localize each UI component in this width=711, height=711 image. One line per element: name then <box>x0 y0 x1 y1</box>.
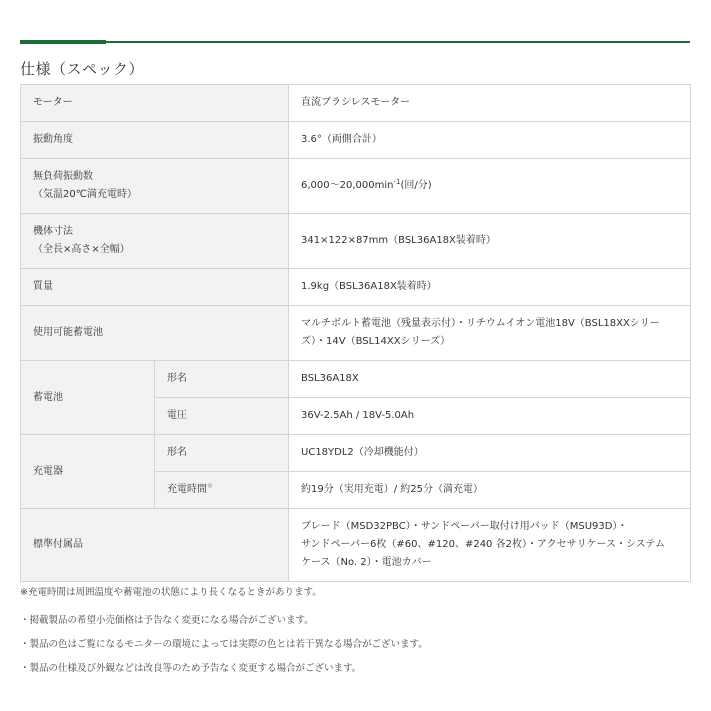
row-value: 直流ブラシレスモーター <box>289 85 691 122</box>
notice-item: ・製品の仕様及び外観などは改良等のため予告なく変更する場合がございます。 <box>20 663 362 674</box>
footnote-mark: ※ <box>207 482 213 490</box>
row-value-line: マルチボルト蓄電池（残量表示付）・リチウムイオン電池18V（BSL18XXシリー <box>301 318 660 329</box>
row-label: 使用可能蓄電池 <box>21 306 289 361</box>
row-label-line: （気温20℃満充電時） <box>33 189 137 200</box>
table-row-accessories <box>21 509 691 582</box>
row-value: UC18YDL2（冷却機能付） <box>289 435 691 472</box>
row-value-line: ケース（No. 2）・電池カバー <box>301 557 432 568</box>
table-row-charger-model <box>21 435 691 472</box>
row-label: 蓄電池 <box>21 361 155 435</box>
notice-item: ・製品の色はご覧になるモニターの環境によっては実際の色とは若干異なる場合がございます。 <box>20 639 428 650</box>
sub-label: 電圧 <box>155 398 289 435</box>
row-label <box>21 214 289 269</box>
row-label: 振動角度 <box>21 122 289 159</box>
row-value-line: サンドペーパー6枚（#60、#120、#240 各2枚）・アクセサリケース・システム <box>301 539 665 550</box>
sub-label: 形名 <box>155 361 289 398</box>
row-value <box>289 159 691 214</box>
row-value: 1.9kg（BSL36A18X装着時） <box>289 269 691 306</box>
table-row-motor <box>21 85 691 122</box>
row-label: 標準付属品 <box>21 509 289 582</box>
sub-label: 形名 <box>155 435 289 472</box>
speed-exponent: -1 <box>393 178 401 186</box>
charging-footnote: ※充電時間は周囲温度や蓄電池の状態により長くなるときがあります。 <box>20 587 322 598</box>
row-value: 3.6°（両側合計） <box>289 122 691 159</box>
row-label-line: （全長×高さ×全幅） <box>33 244 130 255</box>
speed-unit: (回/分) <box>400 180 432 191</box>
row-label: 質量 <box>21 269 289 306</box>
row-label-line: 機体寸法 <box>33 226 73 237</box>
row-value: BSL36A18X <box>289 361 691 398</box>
row-value-line: ズ）・14V（BSL14XXシリーズ） <box>301 336 451 347</box>
table-row-angle <box>21 122 691 159</box>
row-value-line: ブレード（MSD32PBC）・サンドペーパー取付け用パッド（MSU93D）・ <box>301 521 628 532</box>
table-row-battery-model <box>21 361 691 398</box>
row-value <box>289 509 691 582</box>
notice-item: ・掲載製品の希望小売価格は予告なく変更になる場合がございます。 <box>20 615 314 626</box>
section-rule <box>20 41 690 43</box>
table-row-speed <box>21 159 691 214</box>
row-label: 充電器 <box>21 435 155 509</box>
row-label: モーター <box>21 85 289 122</box>
row-label <box>21 159 289 214</box>
row-label-line: 無負荷振動数 <box>33 171 93 182</box>
table-row-usable-battery <box>21 306 691 361</box>
row-value: 341×122×87mm（BSL36A18X装着時） <box>289 214 691 269</box>
sub-label-text: 充電時間 <box>167 484 207 495</box>
row-value <box>289 306 691 361</box>
section-title: 仕様（スペック） <box>20 60 145 78</box>
row-value: 約19分（実用充電）/ 約25分（満充電） <box>289 472 691 509</box>
table-row-mass <box>21 269 691 306</box>
notice-list <box>20 612 428 684</box>
table-row-size <box>21 214 691 269</box>
section-rule-accent <box>20 40 106 44</box>
speed-value: 6,000～20,000min <box>301 180 394 191</box>
row-value: 36V-2.5Ah / 18V-5.0Ah <box>289 398 691 435</box>
sub-label <box>155 472 289 509</box>
spec-table <box>20 84 691 582</box>
